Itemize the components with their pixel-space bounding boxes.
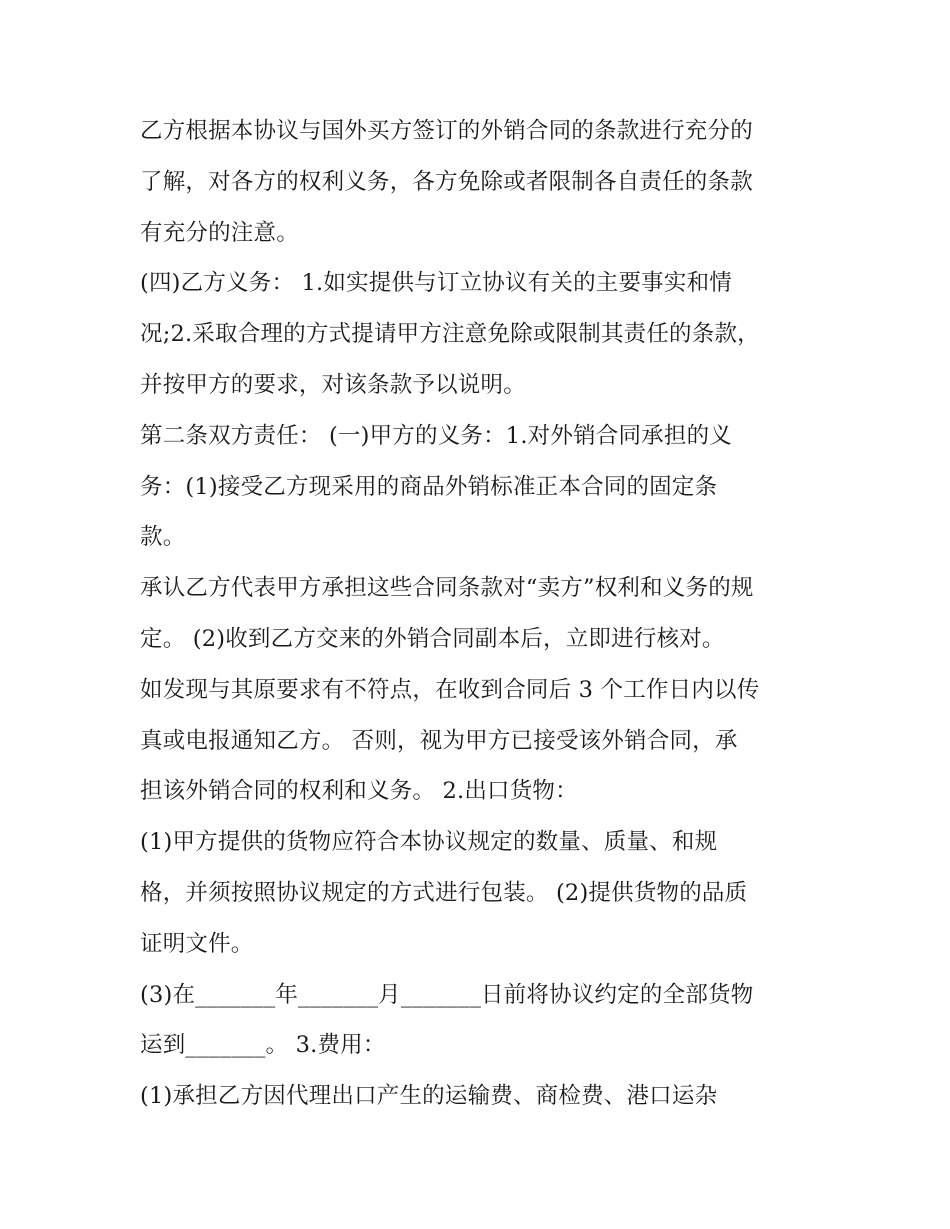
text-line: 有充分的注意。 <box>140 219 299 246</box>
text-line: 担该外销合同的权利和义务。 2.出口货物： <box>140 778 578 805</box>
text-line: 运到_______。 3.费用： <box>140 1032 386 1059</box>
text-line: 务：(1)接受乙方现采用的商品外销标准正本合同的固定条 <box>140 473 718 500</box>
text-line: 证明文件。 <box>140 930 254 957</box>
text-line: (1)甲方提供的货物应符合本协议规定的数量、质量、和规 <box>140 829 718 856</box>
text-line: (1)承担乙方因代理出口产生的运输费、商检费、港口运杂 <box>140 1083 718 1110</box>
contract-body-text <box>140 106 820 1122</box>
text-line: (四)乙方义务： 1.如实提供与订立协议有关的主要事实和情 <box>140 270 732 297</box>
text-line: (3)在_______年_______月_______日前将协议约定的全部货物 <box>140 981 754 1008</box>
text-line: 定。 (2)收到乙方交来的外销合同副本后，立即进行核对。 <box>140 625 725 652</box>
text-line: 真或电报通知乙方。 否则，视为甲方已接受该外销合同，承 <box>140 727 738 754</box>
text-line: 第二条双方责任： (一)甲方的义务：1.对外销合同承担的义 <box>140 422 732 449</box>
text-line: 如发现与其原要求有不符点，在收到合同后 3 个工作日内以传 <box>140 676 760 703</box>
text-line: 乙方根据本协议与国外买方签订的外销合同的条款进行充分的 <box>140 118 753 144</box>
text-line: 格，并须按照协议规定的方式进行包装。 (2)提供货物的品质 <box>140 879 748 906</box>
text-line: 承认乙方代表甲方承担这些合同条款对“卖方”权利和义务的规 <box>140 575 754 602</box>
text-line: 款。 <box>140 524 186 551</box>
text-line: 况;2.采取合理的方式提请甲方注意免除或限制其责任的条款， <box>140 321 760 348</box>
text-line: 了解，对各方的权利义务，各方免除或者限制各自责任的条款 <box>140 168 753 195</box>
text-line: 并按甲方的要求，对该条款予以说明。 <box>140 371 526 398</box>
